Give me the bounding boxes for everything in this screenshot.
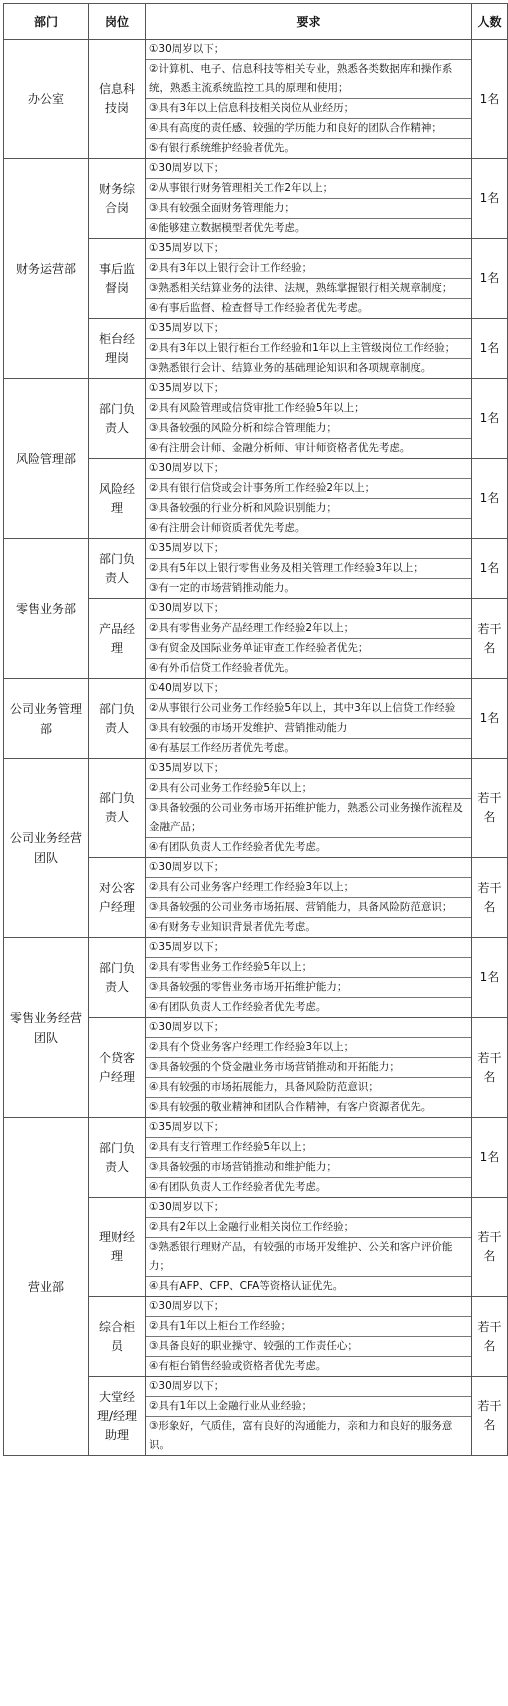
requirements-cell [146, 759, 472, 858]
requirement-item: ③熟悉相关结算业务的法律、法规，熟练掌握银行相关规章制度； [146, 279, 471, 299]
requirement-item: ②具有风险管理或信贷审批工作经验5年以上； [146, 399, 471, 419]
requirement-item: ③具有较强的市场开发维护、营销推动能力 [146, 719, 471, 739]
requirement-item: ⑤有银行系统维护经验者优先。 [149, 142, 295, 154]
position-cell: 部门负责人 [89, 379, 146, 459]
requirement-item: ③具备较强的公司业务市场开拓维护能力，熟悉公司业务操作流程及金融产品； [146, 799, 471, 838]
headcount-cell: 1名 [472, 679, 508, 759]
table-row [4, 759, 508, 858]
table-row [4, 159, 508, 239]
table-row [4, 379, 508, 459]
headcount-cell: 若干名 [472, 599, 508, 679]
requirements-cell [146, 159, 472, 239]
requirements-cell [146, 1297, 472, 1377]
requirement-item: ③形象好，气质佳，富有良好的沟通能力，亲和力和良好的服务意识。 [149, 1420, 453, 1451]
position-cell: 综合柜员 [89, 1297, 146, 1377]
position-cell: 个贷客户经理 [89, 1018, 146, 1118]
table-row [4, 679, 508, 759]
requirement-item: ①35周岁以下； [146, 938, 471, 958]
requirement-item: ①35周岁以下； [146, 759, 471, 779]
position-cell: 理财经理 [89, 1198, 146, 1297]
headcount-cell: 1名 [472, 539, 508, 599]
header-requirements: 要求 [146, 4, 472, 40]
requirement-item: ④有团队负责人工作经验者优先考虑。 [149, 1181, 327, 1193]
position-cell: 柜台经理岗 [89, 319, 146, 379]
requirement-item: ②具有支行管理工作经验5年以上； [146, 1138, 471, 1158]
requirement-item: ①30周岁以下； [146, 1297, 471, 1317]
headcount-cell: 1名 [472, 239, 508, 319]
recruitment-table [3, 3, 508, 1456]
requirement-item: ②具有1年以上金融行业从业经验； [146, 1397, 471, 1417]
headcount-cell: 1名 [472, 40, 508, 159]
headcount-cell: 1名 [472, 159, 508, 239]
requirement-item: ②从事银行财务管理相关工作2年以上； [146, 179, 471, 199]
requirement-item: ④有团队负责人工作经验者优先考虑。 [149, 1001, 327, 1013]
requirements-cell [146, 1377, 472, 1456]
requirement-item: ⑤具有较强的敬业精神和团队合作精神，有客户资源者优先。 [149, 1101, 432, 1113]
requirement-item: ④具有AFP、CFP、CFA等资格认证优先。 [149, 1280, 344, 1292]
requirement-item: ①35周岁以下； [146, 239, 471, 259]
headcount-cell: 1名 [472, 459, 508, 539]
requirement-item: ③具备较强的公司业务市场拓展、营销能力，具备风险防范意识； [146, 898, 471, 918]
requirements-cell [146, 1198, 472, 1297]
requirements-cell [146, 319, 472, 379]
department-cell: 零售业务部 [4, 539, 89, 679]
requirement-item: ①30周岁以下； [146, 1018, 471, 1038]
requirement-item: ③具备较强的市场营销推动和维护能力； [146, 1158, 471, 1178]
requirements-cell [146, 1018, 472, 1118]
requirement-item: ③具有较强全面财务管理能力； [146, 199, 471, 219]
requirement-item: ③具备较强的个贷金融业务市场营销推动和开拓能力； [146, 1058, 471, 1078]
requirement-item: ①30周岁以下； [146, 40, 471, 60]
requirement-item: ③具备较强的行业分析和风险识别能力； [146, 499, 471, 519]
table-row [4, 1118, 508, 1198]
position-cell: 信息科技岗 [89, 40, 146, 159]
requirement-item: ②计算机、电子、信息科技等相关专业，熟悉各类数据库和操作系统，熟悉主流系统监控工具的原理和使用； [146, 60, 471, 99]
requirement-item: ②从事银行公司业务工作经验5年以上，其中3年以上信贷工作经验 [146, 699, 471, 719]
department-cell: 营业部 [4, 1118, 89, 1456]
requirement-item: ④有事后监督、检查督导工作经验者优先考虑。 [149, 302, 369, 314]
requirement-item: ②具有个贷业务客户经理工作经验3年以上； [146, 1038, 471, 1058]
position-cell: 部门负责人 [89, 938, 146, 1018]
requirement-item: ④有注册会计师资质者优先考虑。 [149, 522, 306, 534]
requirements-cell [146, 858, 472, 938]
table-header [4, 4, 508, 40]
department-cell: 风险管理部 [4, 379, 89, 539]
position-cell: 大堂经理/经理助理 [89, 1377, 146, 1456]
requirement-item: ①35周岁以下； [146, 1118, 471, 1138]
requirement-item: ①35周岁以下； [146, 379, 471, 399]
requirement-item: ③具有3年以上信息科技相关岗位从业经历； [146, 99, 471, 119]
requirement-item: ①40周岁以下； [146, 679, 471, 699]
requirement-item: ②具有零售业务产品经理工作经验2年以上； [146, 619, 471, 639]
position-cell: 财务综合岗 [89, 159, 146, 239]
requirement-item: ②具有3年以上银行会计工作经验； [146, 259, 471, 279]
position-cell: 对公客户经理 [89, 858, 146, 938]
requirement-item: ②具有2年以上金融行业相关岗位工作经验； [146, 1218, 471, 1238]
requirements-cell [146, 1118, 472, 1198]
department-cell: 零售业务经营团队 [4, 938, 89, 1118]
requirement-item: ①30周岁以下； [146, 159, 471, 179]
table-body [4, 40, 508, 1456]
requirement-item: ③有贸金及国际业务单证审查工作经验者优先； [146, 639, 471, 659]
position-cell: 部门负责人 [89, 759, 146, 858]
header-department: 部门 [4, 4, 89, 40]
requirement-item: ②具有5年以上银行零售业务及相关管理工作经验3年以上； [146, 559, 471, 579]
requirements-cell [146, 679, 472, 759]
requirement-item: ④有柜台销售经验或资格者优先考虑。 [149, 1360, 327, 1372]
position-cell: 部门负责人 [89, 539, 146, 599]
position-cell: 事后监督岗 [89, 239, 146, 319]
requirement-item: ①30周岁以下； [146, 858, 471, 878]
requirements-cell [146, 379, 472, 459]
position-cell: 风险经理 [89, 459, 146, 539]
headcount-cell: 若干名 [472, 858, 508, 938]
requirement-item: ①30周岁以下； [146, 459, 471, 479]
requirement-item: ②具有公司业务客户经理工作经验3年以上； [146, 878, 471, 898]
requirements-cell [146, 239, 472, 319]
headcount-cell: 若干名 [472, 1297, 508, 1377]
requirement-item: ②具有1年以上柜台工作经验； [146, 1317, 471, 1337]
table-row [4, 40, 508, 159]
requirement-item: ③具备良好的职业操守、较强的工作责任心； [146, 1337, 471, 1357]
requirements-cell [146, 599, 472, 679]
requirement-item: ②具有零售业务工作经验5年以上； [146, 958, 471, 978]
requirement-item: ②具有公司业务工作经验5年以上； [146, 779, 471, 799]
requirement-item: ②具有银行信贷或会计事务所工作经验2年以上； [146, 479, 471, 499]
requirement-item: ①30周岁以下； [146, 1377, 471, 1397]
headcount-cell: 若干名 [472, 759, 508, 858]
department-cell: 办公室 [4, 40, 89, 159]
requirement-item: ④能够建立数据模型者优先考虑。 [149, 222, 306, 234]
position-cell: 产品经理 [89, 599, 146, 679]
requirements-cell [146, 938, 472, 1018]
header-count: 人数 [472, 4, 508, 40]
table-row [4, 938, 508, 1018]
requirement-item: ④有财务专业知识背景者优先考虑。 [149, 921, 316, 933]
position-cell: 部门负责人 [89, 679, 146, 759]
requirement-item: ①30周岁以下； [146, 1198, 471, 1218]
requirements-cell [146, 539, 472, 599]
headcount-cell: 若干名 [472, 1018, 508, 1118]
department-cell: 财务运营部 [4, 159, 89, 379]
requirement-item: ③熟悉银行会计、结算业务的基础理论知识和各项规章制度。 [149, 362, 432, 374]
requirement-item: ②具有3年以上银行柜台工作经验和1年以上主管级岗位工作经验； [146, 339, 471, 359]
requirement-item: ①35周岁以下； [146, 539, 471, 559]
headcount-cell: 1名 [472, 938, 508, 1018]
requirements-cell [146, 40, 472, 159]
position-cell: 部门负责人 [89, 1118, 146, 1198]
requirement-item: ①30周岁以下； [146, 599, 471, 619]
requirement-item: ④有基层工作经历者优先考虑。 [149, 742, 295, 754]
requirement-item: ③具备较强的零售业务市场开拓维护能力； [146, 978, 471, 998]
requirements-cell [146, 459, 472, 539]
headcount-cell: 若干名 [472, 1198, 508, 1297]
table-row [4, 539, 508, 599]
requirement-item: ④有注册会计师、金融分析师、审计师资格者优先考虑。 [149, 442, 411, 454]
header-position: 岗位 [89, 4, 146, 40]
requirement-item: ③有一定的市场营销推动能力。 [149, 582, 295, 594]
requirement-item: ④具有较强的市场拓展能力，具备风险防范意识； [146, 1078, 471, 1098]
requirement-item: ④有团队负责人工作经验者优先考虑。 [149, 841, 327, 853]
requirement-item: ①35周岁以下； [146, 319, 471, 339]
headcount-cell: 1名 [472, 379, 508, 459]
requirement-item: ④有外币信贷工作经验者优先。 [149, 662, 295, 674]
requirement-item: ③具备较强的风险分析和综合管理能力； [146, 419, 471, 439]
requirement-item: ④具有高度的责任感、较强的学历能力和良好的团队合作精神； [146, 119, 471, 139]
department-cell: 公司业务经营团队 [4, 759, 89, 938]
department-cell: 公司业务管理部 [4, 679, 89, 759]
headcount-cell: 1名 [472, 1118, 508, 1198]
headcount-cell: 若干名 [472, 1377, 508, 1456]
requirement-item: ③熟悉银行理财产品，有较强的市场开发维护、公关和客户评价能力； [146, 1238, 471, 1277]
headcount-cell: 1名 [472, 319, 508, 379]
